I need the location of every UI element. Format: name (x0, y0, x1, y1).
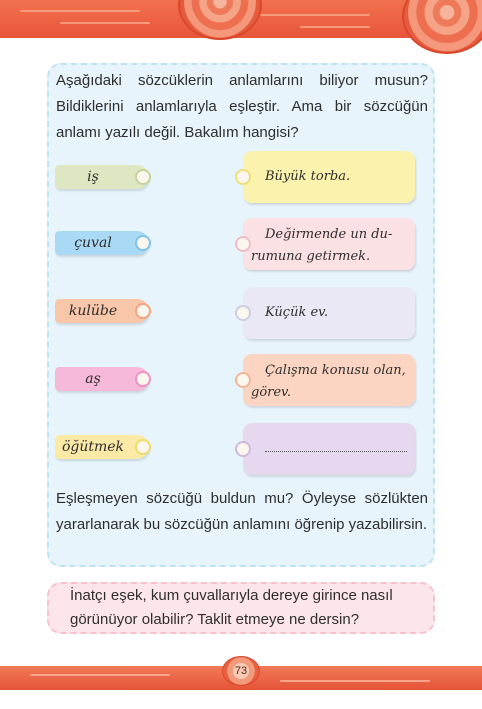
word-pill-as[interactable] (55, 367, 149, 391)
wood-grain (20, 10, 140, 12)
word-label: kulübe (68, 303, 118, 319)
word-pill-cuval[interactable] (55, 231, 149, 255)
followup-text: Eşleşmeyen sözcüğü buldun mu? Öyleyse sözlükten yararlanarak bu sözcüğün anlamını öğrenip yazabilirsin. (56, 490, 428, 533)
meaning-box-2[interactable] (243, 218, 415, 270)
word-label: aş (85, 371, 101, 387)
word-pill-ogutmek[interactable] (55, 435, 149, 459)
meaning-box-blank[interactable] (243, 423, 415, 475)
word-label: çuval (74, 235, 112, 251)
meaning-text: Küçük ev. (265, 305, 329, 320)
meaning-line: görev. (251, 385, 291, 400)
meaning-text: Büyük torba. (265, 169, 351, 184)
word-pill-kulube[interactable] (55, 299, 149, 323)
match-dot[interactable] (235, 305, 251, 321)
word-label: iş (87, 169, 99, 185)
match-dot[interactable] (235, 236, 251, 252)
match-dot[interactable] (135, 371, 151, 387)
match-dot[interactable] (235, 372, 251, 388)
match-dot[interactable] (135, 439, 151, 455)
wood-grain (280, 680, 430, 682)
word-label: öğütmek (61, 439, 125, 455)
question-text: İnatçı eşek, kum çuvallarıyla dereye girince nasıl görünüyor olabilir? Taklit etmeye ne dersin? (70, 587, 393, 628)
wood-grain (300, 26, 370, 28)
wood-grain (60, 22, 150, 24)
meaning-box-4[interactable] (243, 354, 415, 406)
match-dot[interactable] (135, 303, 151, 319)
match-dot[interactable] (235, 169, 251, 185)
log-end-right (402, 0, 482, 54)
match-dot[interactable] (135, 169, 151, 185)
page-number: 73 (222, 656, 260, 686)
wood-grain (260, 14, 370, 16)
meaning-line: rumuna getirmek. (251, 249, 371, 264)
answer-line[interactable] (265, 451, 407, 452)
instructions-text: Aşağıdaki sözcüklerin anlamlarını biliyor musun? Bildiklerini anlamlarıyla eşleştir. Ama bir sözcüğün anlamı yazılı değil. Bakalım hangisi? (56, 72, 428, 141)
meaning-box-3[interactable] (243, 287, 415, 339)
meaning-line: Değirmende un du- (265, 227, 393, 242)
meaning-box-1[interactable] (243, 151, 415, 203)
word-pill-is[interactable] (55, 165, 149, 189)
match-dot[interactable] (135, 235, 151, 251)
wood-grain (30, 674, 170, 676)
meaning-line: Çalışma konusu olan, (265, 363, 406, 378)
match-dot[interactable] (235, 441, 251, 457)
